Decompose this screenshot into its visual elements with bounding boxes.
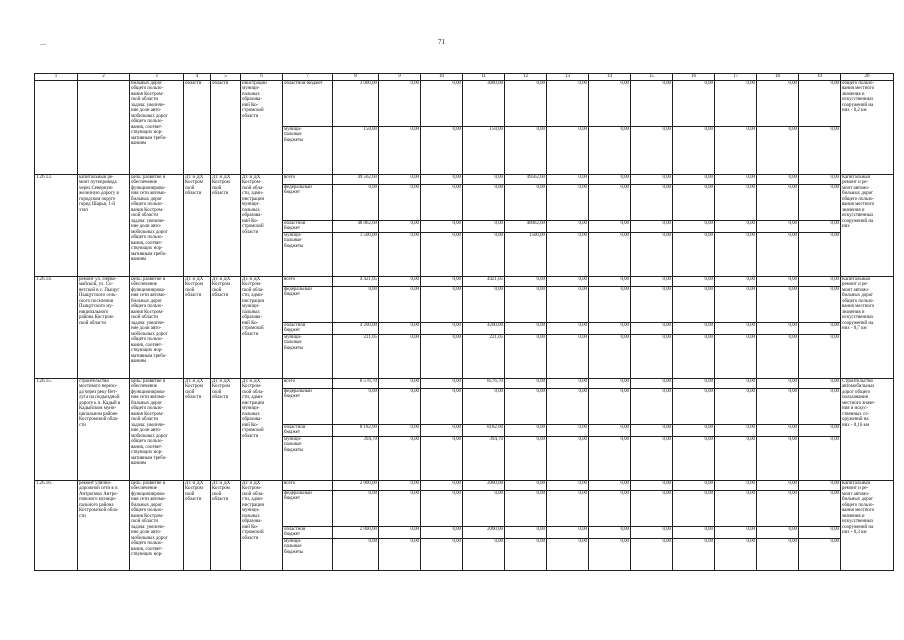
amount-cell: 0,00 [547, 127, 589, 175]
amount-cell: 4 421,05 [333, 276, 379, 286]
item-name-cell: строительство мостового перехо- да через реку Вет- луга на подъездной дороге к п. Кадый в Кадыйском муни- ципальном районе Костромской обла- сти [78, 378, 130, 480]
amount-cell: 2000,00 [463, 526, 505, 538]
column-header: 3 [130, 74, 184, 81]
amount-cell: 0,00 [673, 175, 715, 185]
amount-cell: 0,00 [673, 480, 715, 490]
amount-cell: 0,00 [379, 286, 421, 322]
amount-cell: 221,05 [333, 334, 379, 378]
amount-cell: 0,00 [631, 81, 673, 127]
amount-cell: 49 562,60 [333, 175, 379, 185]
amount-cell: 0,00 [379, 322, 421, 334]
item-number-cell: 1.26.15. [35, 378, 78, 480]
amount-cell: 0,00 [715, 127, 757, 175]
executor-cell: ДТ и ДХ Костром ской области [184, 480, 211, 570]
amount-cell: 0,00 [379, 276, 421, 286]
amount-cell: 0,00 [379, 480, 421, 490]
goal-cell: цель: развитие и обеспечение функционирова- ния сети автомо- бильных дорог общего пользо- вания Костром- ской области задача: увеличе- ние доли авто- мобильных дорог общего пользо- вания, соответ- ствующих нор- мативным требо- ваниям [130, 175, 184, 277]
amount-cell: 0,00 [589, 378, 631, 388]
amount-cell: 0,00 [799, 286, 841, 322]
amount-cell: 0,00 [547, 232, 589, 276]
amount-cell: 0,00 [673, 334, 715, 378]
amount-cell: 0,00 [379, 538, 421, 570]
column-header: 16 [673, 74, 715, 81]
amount-cell: 0,00 [673, 322, 715, 334]
page-number: 71 [438, 38, 445, 46]
amount-cell: 0,00 [589, 221, 631, 233]
amount-cell: 0,00 [379, 388, 421, 424]
amount-cell: 1 500,00 [333, 232, 379, 276]
amount-cell: 0,00 [421, 490, 463, 526]
amount-cell: 0,00 [631, 424, 673, 436]
amount-cell: 0,00 [757, 185, 799, 221]
amount-cell: 0,00 [715, 388, 757, 424]
table-body [35, 81, 894, 571]
amount-cell: 48062,60 [505, 221, 547, 233]
goal-cell: цель: развитие и обеспечение функционирова- ния сети автомо- бильных дорог общего пользо- вания Костром- ской области задача: увеличе- ние доли авто- мобильных дорог общего пользо- вания, соответ- ствующих нор- мативным требо- ваниям [130, 378, 184, 480]
amount-cell: 0,00 [505, 378, 547, 388]
goal-cell: бильных дорог общего пользо- вания Костром- ской области задача: увеличе- ние доли авто- мобильных дорог общего пользо- вания, соответ- ствующих нор- мативным требо- ваниям [130, 81, 184, 175]
amount-cell: 3000,00 [463, 81, 505, 127]
amount-cell: 0,00 [421, 480, 463, 490]
amount-cell: 0,00 [757, 286, 799, 322]
amount-cell: 0,00 [379, 175, 421, 185]
column-header: 8 [333, 74, 379, 81]
amount-cell: 0,00 [547, 276, 589, 286]
amount-cell: 0,00 [673, 436, 715, 480]
amount-cell: 0,00 [589, 490, 631, 526]
amount-cell: 0,00 [547, 388, 589, 424]
amount-cell: 48 062,60 [333, 221, 379, 233]
amount-cell: 0,00 [379, 185, 421, 221]
funding-source-cell: всего [283, 480, 333, 490]
amount-cell: 0,00 [421, 185, 463, 221]
amount-cell: 2 000,00 [333, 526, 379, 538]
executor-cell: ДТ и ДХ Костром ской области [211, 480, 241, 570]
executor-cell: ДТ и ДХ Костром ской области [184, 175, 211, 277]
amount-cell: 0,00 [715, 436, 757, 480]
amount-cell: 0,00 [631, 127, 673, 175]
amount-cell: 0,00 [421, 175, 463, 185]
amount-cell: 0,00 [715, 490, 757, 526]
amount-cell: 0,00 [757, 322, 799, 334]
executor-cell: ДТ и ДХ Костром ской области [211, 276, 241, 378]
funding-source-cell: областной бюджет [283, 221, 333, 233]
amount-cell: 0,00 [673, 526, 715, 538]
column-header: 1 [35, 74, 78, 81]
funding-source-cell: всего [283, 378, 333, 388]
amount-cell: 0,00 [631, 378, 673, 388]
amount-cell: 0,00 [333, 538, 379, 570]
amount-cell: 0,00 [631, 388, 673, 424]
amount-cell: 8182,00 [463, 424, 505, 436]
amount-cell: 0,00 [799, 127, 841, 175]
column-header: 19 [799, 74, 841, 81]
amount-cell: 0,00 [673, 81, 715, 127]
amount-cell: 0,00 [463, 388, 505, 424]
amount-cell: 0,00 [505, 127, 547, 175]
amount-cell: 0,00 [757, 436, 799, 480]
amount-cell: 0,00 [421, 334, 463, 378]
table-row [35, 175, 894, 185]
funding-source-cell: областной бюджет [283, 526, 333, 538]
executor-cell: ДТ и ДХ Костром ской области [184, 378, 211, 480]
amount-cell: 0,00 [799, 378, 841, 388]
column-header: 6 [241, 74, 283, 81]
amount-cell: 0,00 [799, 538, 841, 570]
column-header: 5 [211, 74, 241, 81]
amount-cell: 0,00 [379, 424, 421, 436]
header-row [35, 74, 894, 81]
amount-cell: 0,00 [715, 334, 757, 378]
amount-cell: 0,00 [547, 334, 589, 378]
amount-cell: 0,00 [589, 436, 631, 480]
amount-cell: 0,00 [631, 334, 673, 378]
amount-cell: 0,00 [379, 127, 421, 175]
amount-cell: 0,00 [421, 526, 463, 538]
table-row [35, 378, 894, 388]
amount-cell: 0,00 [421, 388, 463, 424]
item-number-cell: 1.26.13. [35, 175, 78, 277]
amount-cell: 0,00 [421, 322, 463, 334]
amount-cell: 0,00 [379, 490, 421, 526]
amount-cell: 0,00 [799, 322, 841, 334]
amount-cell: 0,00 [715, 81, 757, 127]
column-header: 20 [841, 74, 894, 81]
amount-cell: 0,00 [589, 185, 631, 221]
funding-source-cell: муници- пальные бюджеты [283, 436, 333, 480]
executor-cell: ДТ и ДХ Костром ской области [211, 175, 241, 277]
amount-cell: 0,00 [589, 81, 631, 127]
amount-cell: 0,00 [757, 276, 799, 286]
amount-cell: 0,00 [505, 276, 547, 286]
amount-cell: 1500,00 [505, 232, 547, 276]
executor-cell: ДТ и ДХ Костром ской области [211, 378, 241, 480]
amount-cell: 0,00 [589, 480, 631, 490]
column-header: 14 [589, 74, 631, 81]
amount-cell: 0,00 [547, 286, 589, 322]
amount-cell: 0,00 [589, 127, 631, 175]
funding-source-cell: федеральный бюджет [283, 286, 333, 322]
funding-source-cell: федеральный бюджет [283, 185, 333, 221]
amount-cell: 0,00 [631, 232, 673, 276]
amount-cell: 0,00 [463, 185, 505, 221]
amount-cell: 0,00 [673, 127, 715, 175]
amount-cell: 0,00 [715, 185, 757, 221]
amount-cell: 0,00 [379, 378, 421, 388]
program-table [34, 73, 894, 571]
amount-cell: 0,00 [547, 175, 589, 185]
result-cell: Капитальный ремонт и ре- монт автомо- бильных дорог общего пользо- вания местного значения и искусственных сооружений на них - 0,3 км [841, 480, 894, 570]
amount-cell: 0,00 [589, 322, 631, 334]
amount-cell: 0,00 [631, 480, 673, 490]
executor-cell: ДТ и ДХ Костром- ской обла- сти, адми- нистрации муници- пальных образова- ний Ко- стромской области [241, 175, 283, 277]
item-number-cell: 1.26.14. [35, 276, 78, 378]
item-name-cell: ремонт улично- дорожной сети в п. Антропово Антро- повского муници- пального района Костромской обла- сти [78, 480, 130, 570]
amount-cell: 0,00 [799, 81, 841, 127]
amount-cell: 0,00 [631, 276, 673, 286]
executor-cell: ДТ и ДХ Костром- ской обла- сти, адми- нистрации муници- пальных образова- ний Ко- стромской области [241, 276, 283, 378]
amount-cell: 0,00 [421, 378, 463, 388]
amount-cell: 0,00 [799, 175, 841, 185]
column-header: 7 [283, 74, 333, 81]
amount-cell: 49562,60 [505, 175, 547, 185]
amount-cell: 0,00 [505, 424, 547, 436]
funding-source-cell: федеральный бюджет [283, 490, 333, 526]
amount-cell: 0,00 [631, 185, 673, 221]
item-number-cell [35, 81, 78, 175]
amount-cell: 0,00 [799, 424, 841, 436]
result-cell: Капитальный ремонт и ре- монт автомо- бильных дорог общего пользо- вания местного значения и искусственных сооружений на них - 0,7 км [841, 276, 894, 378]
item-number-cell: 1.26.16. [35, 480, 78, 570]
amount-cell: 0,00 [673, 538, 715, 570]
amount-cell: 0,00 [757, 378, 799, 388]
amount-cell: 0,00 [715, 378, 757, 388]
amount-cell: 0,00 [715, 276, 757, 286]
amount-cell: 0,00 [715, 221, 757, 233]
amount-cell: 0,00 [547, 221, 589, 233]
amount-cell: 0,00 [505, 286, 547, 322]
amount-cell: 0,00 [799, 388, 841, 424]
result-cell: общего пользо- вания местного значения и искусственных сооружений на них - 0,2 км [841, 81, 894, 175]
amount-cell: 0,00 [673, 185, 715, 221]
amount-cell: 0,00 [757, 232, 799, 276]
amount-cell: 0,00 [505, 81, 547, 127]
amount-cell: 2000,00 [463, 480, 505, 490]
amount-cell: 8 182,00 [333, 424, 379, 436]
amount-cell: 0,00 [673, 232, 715, 276]
amount-cell: 0,00 [463, 221, 505, 233]
funding-source-cell: муници- пальные бюджеты [283, 232, 333, 276]
amount-cell: 0,00 [333, 388, 379, 424]
amount-cell: 0,00 [673, 378, 715, 388]
column-header: 2 [78, 74, 130, 81]
amount-cell: 0,00 [421, 276, 463, 286]
amount-cell: 0,00 [757, 175, 799, 185]
funding-source-cell: муници- пальные бюджеты [283, 127, 333, 175]
amount-cell: 0,00 [799, 436, 841, 480]
result-cell: Капитальный ремонт и ре- монт автомо- бильных дорог общего пользо- вания местного значения и искусственных сооружений на них [841, 175, 894, 277]
funding-source-cell: федеральный бюджет [283, 388, 333, 424]
item-name-cell: ремонт ул. Перво- майской, ул. Со- ветской в с. Пыщуг Пыщугского сель- ского поселения Пыщугского му- ниципального района Костром- ской области [78, 276, 130, 378]
column-header: 15 [631, 74, 673, 81]
amount-cell: 0,00 [631, 538, 673, 570]
amount-cell: 0,00 [715, 322, 757, 334]
amount-cell: 0,00 [589, 334, 631, 378]
amount-cell: 0,00 [757, 526, 799, 538]
amount-cell: 0,00 [589, 286, 631, 322]
amount-cell: 0,00 [715, 424, 757, 436]
amount-cell: 0,00 [547, 526, 589, 538]
amount-cell: 0,00 [757, 221, 799, 233]
amount-cell: 0,00 [379, 436, 421, 480]
amount-cell: 0,00 [505, 490, 547, 526]
amount-cell: 0,00 [715, 286, 757, 322]
amount-cell: 394,70 [463, 436, 505, 480]
amount-cell: 0,00 [589, 276, 631, 286]
amount-cell: 0,00 [589, 538, 631, 570]
amount-cell: 0,00 [715, 232, 757, 276]
amount-cell: 0,00 [463, 490, 505, 526]
amount-cell: 0,00 [757, 388, 799, 424]
amount-cell: 0,00 [757, 81, 799, 127]
amount-cell: 0,00 [757, 480, 799, 490]
amount-cell: 0,00 [757, 334, 799, 378]
amount-cell: 0,00 [799, 334, 841, 378]
amount-cell: 0,00 [333, 490, 379, 526]
amount-cell: 0,00 [421, 81, 463, 127]
amount-cell: 0,00 [631, 436, 673, 480]
amount-cell: 0,00 [547, 424, 589, 436]
amount-cell: 0,00 [547, 480, 589, 490]
amount-cell: 0,00 [631, 221, 673, 233]
amount-cell: 0,00 [631, 526, 673, 538]
amount-cell: 0,00 [631, 286, 673, 322]
amount-cell: 0,00 [421, 127, 463, 175]
amount-cell: 0,00 [673, 388, 715, 424]
funding-source-cell: всего [283, 276, 333, 286]
amount-cell: 0,00 [463, 232, 505, 276]
table-row [35, 81, 894, 127]
amount-cell: 0,00 [799, 185, 841, 221]
amount-cell: 0,00 [547, 490, 589, 526]
amount-cell: 4 200,00 [333, 322, 379, 334]
amount-cell: 0,00 [463, 538, 505, 570]
funding-source-cell: областной бюджет [283, 424, 333, 436]
amount-cell: 0,00 [715, 526, 757, 538]
amount-cell: 0,00 [673, 276, 715, 286]
amount-cell: 0,00 [421, 538, 463, 570]
column-header: 17 [715, 74, 757, 81]
executor-cell: инистрации муници- пальных образова- ний Ко- стромской области [241, 81, 283, 175]
amount-cell: 0,00 [799, 490, 841, 526]
amount-cell: 0,00 [547, 436, 589, 480]
amount-cell: 0,00 [547, 322, 589, 334]
amount-cell: 0,00 [505, 436, 547, 480]
amount-cell: 0,00 [631, 322, 673, 334]
amount-cell: 0,00 [715, 538, 757, 570]
column-header: 18 [757, 74, 799, 81]
amount-cell: 0,00 [421, 424, 463, 436]
amount-cell: 150,00 [463, 127, 505, 175]
amount-cell: 0,00 [715, 480, 757, 490]
amount-cell: 0,00 [379, 81, 421, 127]
amount-cell: 4200,00 [463, 322, 505, 334]
item-name-cell: капитальный ре- монт путепровода через Северную железную дорогу в городском округе город Шарья, 1-й этап [78, 175, 130, 277]
amount-cell: 0,00 [547, 81, 589, 127]
column-header: 9 [379, 74, 421, 81]
column-header: 10 [421, 74, 463, 81]
amount-cell: 0,00 [757, 127, 799, 175]
amount-cell: 0,00 [333, 185, 379, 221]
amount-cell: 0,00 [799, 221, 841, 233]
amount-cell: 0,00 [715, 175, 757, 185]
column-header: 4 [184, 74, 211, 81]
amount-cell: 0,00 [673, 424, 715, 436]
amount-cell: 0,00 [379, 232, 421, 276]
amount-cell: 0,00 [589, 388, 631, 424]
amount-cell: 0,00 [547, 185, 589, 221]
amount-cell: 0,00 [379, 221, 421, 233]
amount-cell: 0,00 [421, 286, 463, 322]
amount-cell: 4421,05 [463, 276, 505, 286]
funding-source-cell: муници- пальные бюджеты [283, 334, 333, 378]
goal-cell: цель: развитие и обеспечение функционирова- ния сети автомо- бильных дорог общего пользо- вания Костром- ской области задача: увеличе- ние доли авто- мобильных дорог общего пользо- вания, соответ- ствующих нор- мативным требо- ваниям [130, 276, 184, 378]
amount-cell: 0,00 [799, 232, 841, 276]
goal-cell: цель: развитие и обеспечение функционирова- ния сети автомо- бильных дорог общего пользо- вания Костром- ской области задача: увеличе- ние доли авто- мобильных дорог общего пользо- вания, соответ- ствующих нор- [130, 480, 184, 570]
amount-cell: 0,00 [757, 538, 799, 570]
amount-cell: 150,00 [333, 127, 379, 175]
amount-cell: 0,00 [505, 480, 547, 490]
amount-cell: 0,00 [379, 334, 421, 378]
funding-source-cell: областной бюджет [283, 322, 333, 334]
amount-cell: 0,00 [421, 436, 463, 480]
amount-cell: 0,00 [589, 424, 631, 436]
column-header: 11 [463, 74, 505, 81]
executor-cell: ДТ и ДХ Костром- ской обла- сти, адми- нистрации муници- пальных образова- ний Ко- стромской области [241, 378, 283, 480]
column-header: 13 [547, 74, 589, 81]
amount-cell: 0,00 [757, 424, 799, 436]
amount-cell: 0,00 [505, 538, 547, 570]
amount-cell: 0,00 [799, 526, 841, 538]
result-cell: Строительство автомобильных дорог общего пользования местного значе- ния и искус- ственных со- оружений на них - 0,16 км [841, 378, 894, 480]
table-row [35, 276, 894, 286]
amount-cell: 221,05 [463, 334, 505, 378]
column-header: 12 [505, 74, 547, 81]
funding-source-cell: областной бюджет [283, 81, 333, 127]
amount-cell: 0,00 [505, 322, 547, 334]
amount-cell: 0,00 [463, 175, 505, 185]
amount-cell: 8576,70 [463, 378, 505, 388]
amount-cell: 0,00 [589, 232, 631, 276]
amount-cell: 0,00 [547, 538, 589, 570]
item-name-cell [78, 81, 130, 175]
amount-cell: 394,70 [333, 436, 379, 480]
amount-cell: 0,00 [463, 286, 505, 322]
amount-cell: 0,00 [757, 490, 799, 526]
amount-cell: 0,00 [673, 221, 715, 233]
amount-cell: 0,00 [505, 334, 547, 378]
amount-cell: 0,00 [673, 286, 715, 322]
executor-cell: ДТ и ДХ Костром- ской обла- сти, адми- нистрации муници- пальных образова- ний Ко- стромской области [241, 480, 283, 570]
amount-cell: 0,00 [421, 232, 463, 276]
amount-cell: 0,00 [799, 480, 841, 490]
amount-cell: 0,00 [505, 526, 547, 538]
amount-cell: 8 576,70 [333, 378, 379, 388]
amount-cell: 0,00 [589, 526, 631, 538]
amount-cell: 0,00 [505, 185, 547, 221]
executor-cell: ДТ и ДХ Костром ской области [184, 276, 211, 378]
amount-cell: 3 000,00 [333, 81, 379, 127]
amount-cell: 0,00 [799, 276, 841, 286]
amount-cell: 0,00 [333, 286, 379, 322]
executor-cell: области [211, 81, 241, 175]
amount-cell: 0,00 [673, 490, 715, 526]
executor-cell: области [184, 81, 211, 175]
table-row [35, 480, 894, 490]
margin-mark: — [40, 42, 46, 48]
amount-cell: 0,00 [505, 388, 547, 424]
amount-cell: 0,00 [547, 378, 589, 388]
amount-cell: 0,00 [421, 221, 463, 233]
amount-cell: 0,00 [631, 175, 673, 185]
amount-cell: 0,00 [589, 175, 631, 185]
amount-cell: 2 000,00 [333, 480, 379, 490]
funding-source-cell: всего [283, 175, 333, 185]
amount-cell: 0,00 [379, 526, 421, 538]
amount-cell: 0,00 [631, 490, 673, 526]
funding-source-cell: муници- пальные бюджеты [283, 538, 333, 570]
